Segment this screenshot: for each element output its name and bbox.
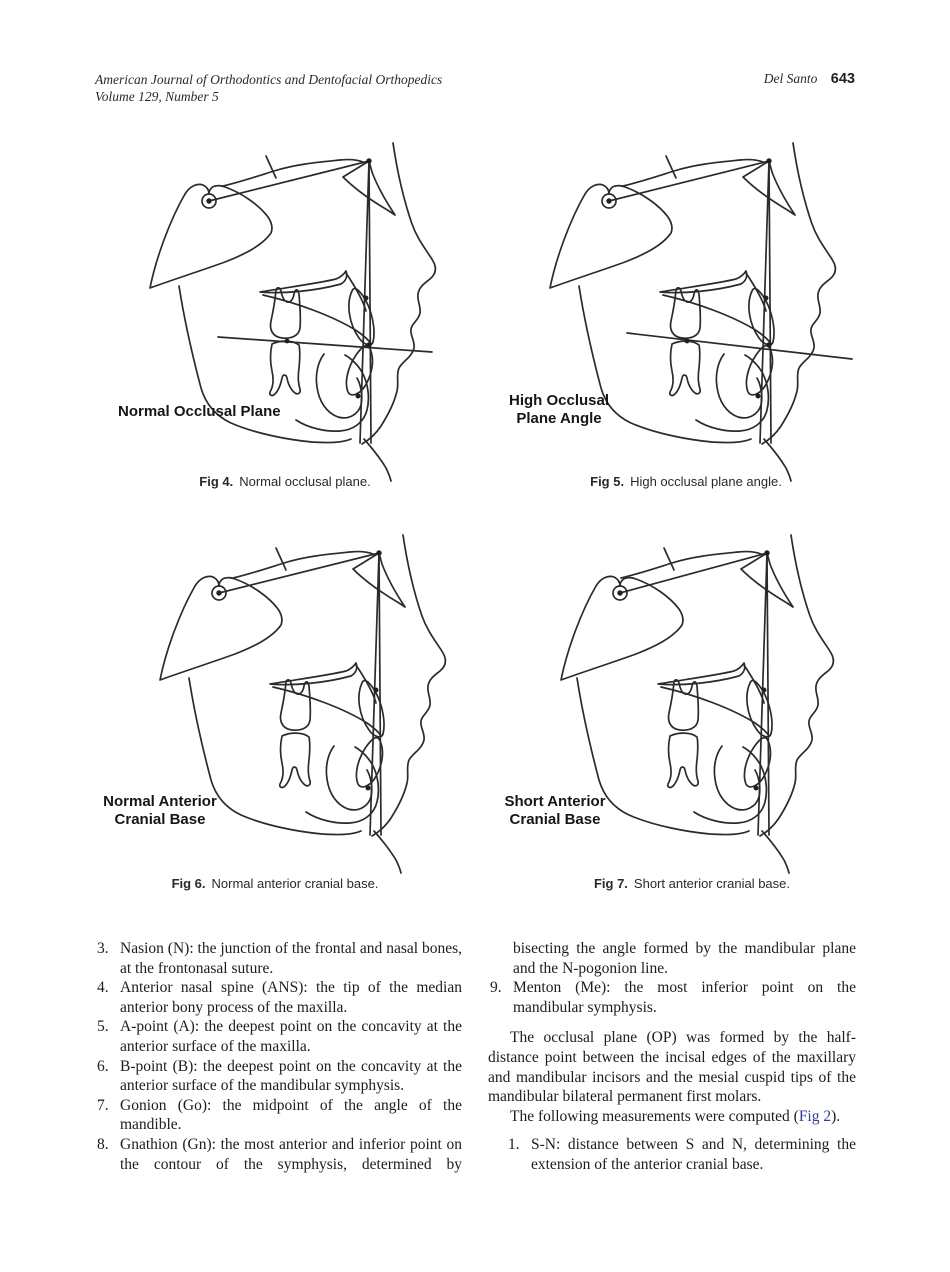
list-item-text: Gonion (Go): the midpoint of the angle of the mandible. [120,1096,462,1134]
list-item-text: Nasion (N): the junction of the frontal and nasal bones, at the frontonasal suture. [120,940,462,977]
list-item-text: Anterior nasal spine (ANS): the tip of the median anterior bony process of the maxilla. [120,979,462,1016]
page-number: 643 [830,71,855,87]
measurement-list [488,1135,856,1174]
figure-6-caption-tag: Fig 6. [171,876,206,891]
list-item-text: A-point (A): the deepest point on the concavity at the anterior surface of the maxilla. [120,1018,462,1055]
figure-label-line: Plane Angle [516,409,602,427]
figure-6-caption-text: Normal anterior cranial base. [211,876,379,891]
list-item [490,978,856,1017]
list-item-number: 1. [508,1136,520,1154]
cephalometric-tracing-fig5 [500,140,900,485]
list-item-text: S-N: distance between S and N, determining the extension of the anterior cranial base. [531,1136,856,1173]
list-item [97,1057,462,1096]
journal-volume-line: Volume 129, Number 5 [95,89,219,104]
list-item-number: 7. [97,1096,109,1114]
figure-label-line: Normal Anterior [103,793,217,810]
list-item [97,1096,462,1135]
list-item [97,1135,462,1174]
list-item-text: Menton (Me): the most inferior point on the mandibular symphysis. [513,979,856,1016]
measurements-paragraph-close: ). [831,1107,841,1125]
cephalometric-tracing-fig4 [100,140,500,485]
list-item [508,1135,856,1174]
figure-5-tracing [500,140,900,485]
journal-title: American Journal of Orthodontics and Dentofacial Orthopedics [95,72,443,87]
fig4-label [118,403,281,421]
list-item [97,978,462,1017]
figure-label-line: Cranial Base [114,810,206,828]
landmark-definition-list [95,939,462,1174]
figure-6-caption [85,876,465,891]
figure-7-caption-tag: Fig 7. [593,876,628,891]
list-item [97,939,462,978]
measurements-paragraph-text: The following measurements were computed ( [510,1107,799,1125]
list-item-number: 9. [490,979,502,997]
list-item-text: B-point (B): the deepest point on the concavity at the anterior surface of the mandibular symphysis. [120,1057,462,1095]
list-item-number: 4. [97,979,109,997]
figure-4-tracing [100,140,500,485]
figure-5-caption [496,474,876,489]
figure-label-line: Normal Occlusal Plane [118,403,281,420]
figure-7-tracing [498,532,898,877]
author-name: Del Santo [763,71,818,86]
occlusal-plane-paragraph: The occlusal plane (OP) was formed by the half-distance point between the incisal edges of the maxillary and mandibular incisors and the mesial cuspid tips of the mandibular bilateral permanent first molars. [488,1029,856,1106]
figure-7-caption-text: Short anterior cranial base. [633,876,791,891]
figure-4-caption-text: Normal occlusal plane. [239,474,371,489]
figure-label-line: High Occlusal [508,392,610,409]
figure-4-caption-tag: Fig 4. [199,474,234,489]
figure-6-tracing [103,532,510,877]
list-item-number: 3. [97,940,109,957]
list-item-number: 6. [97,1057,109,1075]
figure-5-caption-tag: Fig 5. [590,474,625,489]
landmark-definition-list-cont [488,978,856,1017]
journal-header [95,71,442,105]
continuation-paragraph: bisecting the angle formed by the mandibular plane and the N-pogonion line. [513,940,856,977]
figure-5-caption-text: High occlusal plane angle. [630,474,782,489]
running-head [764,71,855,87]
body-left-column [95,939,462,1174]
figure-label-line: Short Anterior [504,793,606,810]
measurements-paragraph [488,1107,856,1127]
list-item-number: 5. [97,1018,109,1036]
figure-7-caption [502,876,882,891]
fig2-link[interactable]: Fig 2 [798,1107,832,1125]
list-item-number: 8. [97,1135,109,1153]
figure-label-line: Cranial Base [509,810,601,828]
figure-4-caption [95,474,475,489]
body-right-column [488,939,856,1175]
list-item-text: Gnathion (Gn): the most anterior and inferior point on the contour of the symphysis, determined by [120,1135,462,1173]
fig6-label [100,793,220,828]
list-item [97,1017,462,1056]
fig7-label [495,793,615,828]
fig5-label [503,392,615,427]
